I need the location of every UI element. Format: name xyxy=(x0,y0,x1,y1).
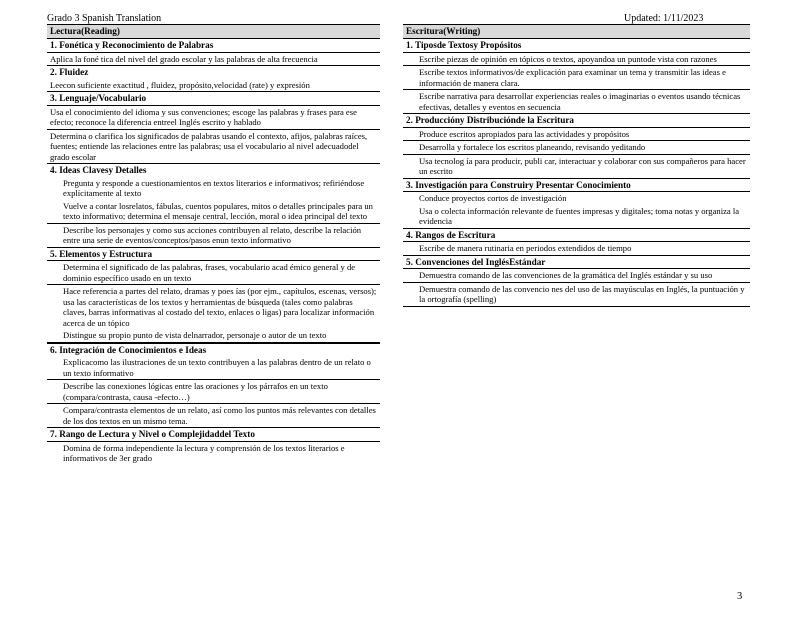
reading-standard: Describe las conexiones lógicas entre las oraciones y los párrafos en un texto (compara/contrasta, causa -efecto…) xyxy=(47,380,380,404)
writing-standard: Escribe textos informativos/de explicación para examinar un tema y transmitir las ideas e información de manera clara. xyxy=(403,66,750,90)
document-updated-date: Updated: 1/11/2023 xyxy=(624,13,704,24)
reading-standard: Describe los personajes y como sus acciones contribuyen al relato, describe la relación entre una serie de eventos/conceptos/pasos enun texto informativo xyxy=(47,224,380,248)
writing-standard: Demuestra comando de las convencio nes del uso de las mayúsculas en Inglés, la puntuación y la ortografía (spelling) xyxy=(403,283,750,307)
reading-standard: Pregunta y responde a cuestionamientos en textos literarios e informativos; refiriéndose explícitamente al texto xyxy=(63,177,365,198)
writing-standard: Escribe narrativa para desarrollar experiencias reales o imaginarias o eventos usando técnicas efectivas, detalles y eventos en secuencia xyxy=(403,90,750,114)
writing-section-title: 5. Convenciones del InglésEstándar xyxy=(403,256,750,270)
reading-section-title: 5. Elementos y Estructura xyxy=(47,248,380,262)
reading-standard: Usa el conocimiento del idioma y sus convenciones; escoge las palabras y frases para ese efecto; reconoce la diferencia entreel Inglés escrito y hablado xyxy=(47,106,380,130)
writing-section-title: 4. Rangos de Escritura xyxy=(403,229,750,243)
writing-column xyxy=(403,24,750,307)
writing-section-title: 1. Tiposde Textosy Propósitos xyxy=(403,39,750,53)
writing-standard: Usa tecnolog ía para producir, publi car, interactuar y colaborar con sus compañeros para hacer un escrito xyxy=(403,155,750,179)
reading-standard: Vuelve a contar losrelatos, fábulas, cuentos populares, mitos o detalles principales para un texto informativo; determina el mensaje central, lección, moral o idea principal del texto xyxy=(47,200,380,224)
reading-standard: Hace referencia a partes del relato, dramas y poes ías (por ejm., capítulos, escenas, versos); usa las características de los textos y herramientas de búsqueda (tales como palabras claves, barras informativas al costado del texto, enlaces o ligas) para localizar información acerca de un tópico xyxy=(63,286,377,328)
writing-standard: Desarrolla y fortalece los escritos planeando, revisando yeditando xyxy=(403,141,750,155)
reading-standard: Determina o clarifica los significados de palabras usando el contexto, afijos, palabras raíces, fuentes; entiende las relaciones entre las palabras; usa el vocabulario al nivel adecuadodel grado escolar xyxy=(47,130,380,165)
reading-standard: Explicacomo las ilustraciones de un texto contribuyen a las palabras dentro de un relato o un texto informativo xyxy=(47,356,380,380)
reading-column xyxy=(47,24,380,465)
writing-section-title: 2. Produccióny Distribuciónde la Escritura xyxy=(403,114,750,128)
writing-standard: Conduce proyectos cortos de investigación xyxy=(419,193,567,203)
reading-section-title: 7. Rango de Lectura y Nivel o Complejidaddel Texto xyxy=(47,428,380,442)
writing-standard: Produce escritos apropiados para las actividades y propósitos xyxy=(403,128,750,142)
reading-standard: Distingue su propio punto de vista delnarrador, personaje o autor de un texto xyxy=(47,329,380,343)
writing-standard: Escribe de manera rutinaria en periodos extendidos de tiempo xyxy=(403,242,750,256)
reading-standard: Leecon suficiente exactitud , fluidez, propósito,velocidad (rate) y expresión xyxy=(47,79,380,93)
reading-section-title: 3. Lenguaje/Vocabulario xyxy=(47,92,380,106)
reading-section-title: 2. Fluidez xyxy=(50,67,89,77)
reading-standard: Determina el significado de las palabras, frases, vocabulario acad émico general y de dominio específico usado en un texto xyxy=(47,261,380,285)
reading-column-title: Lectura(Reading) xyxy=(47,24,380,39)
reading-standard: Domina de forma independiente la lectura y comprensión de los textos literarios e informativos de 3er grado xyxy=(63,442,345,463)
writing-section-title: 3. Investigación para Construiry Presentar Conocimiento xyxy=(403,179,750,193)
reading-section-title: 1. Fonética y Reconocimiento de Palabras xyxy=(47,39,380,53)
writing-column-title: Escritura(Writing) xyxy=(403,24,750,39)
reading-section-title: 4. Ideas Clavesy Detalles xyxy=(50,165,147,175)
reading-section-title: 6. Integración de Conocimientos e Ideas xyxy=(47,343,380,357)
writing-standard: Demuestra comando de las convenciones de la gramática del Inglés estándar y su uso xyxy=(403,269,750,283)
reading-standard: Compara/contrasta elementos de un relato, así como los puntos más relevantes con detalles de los dos textos en un mismo tema. xyxy=(47,404,380,428)
writing-standard: Escribe piezas de opinión en tópicos o textos, apoyandoa un puntode vista con razones xyxy=(403,53,750,67)
writing-standard: Usa o colecta información relevante de fuentes impresas y digitales; toma notas y organiza la evidencia xyxy=(403,205,750,229)
document-header-title: Grado 3 Spanish Translation xyxy=(47,13,162,24)
page-number: 3 xyxy=(737,591,743,602)
reading-standard: Aplica la foné tica del nivel del grado escolar y las palabras de alta frecuencia xyxy=(47,53,380,67)
